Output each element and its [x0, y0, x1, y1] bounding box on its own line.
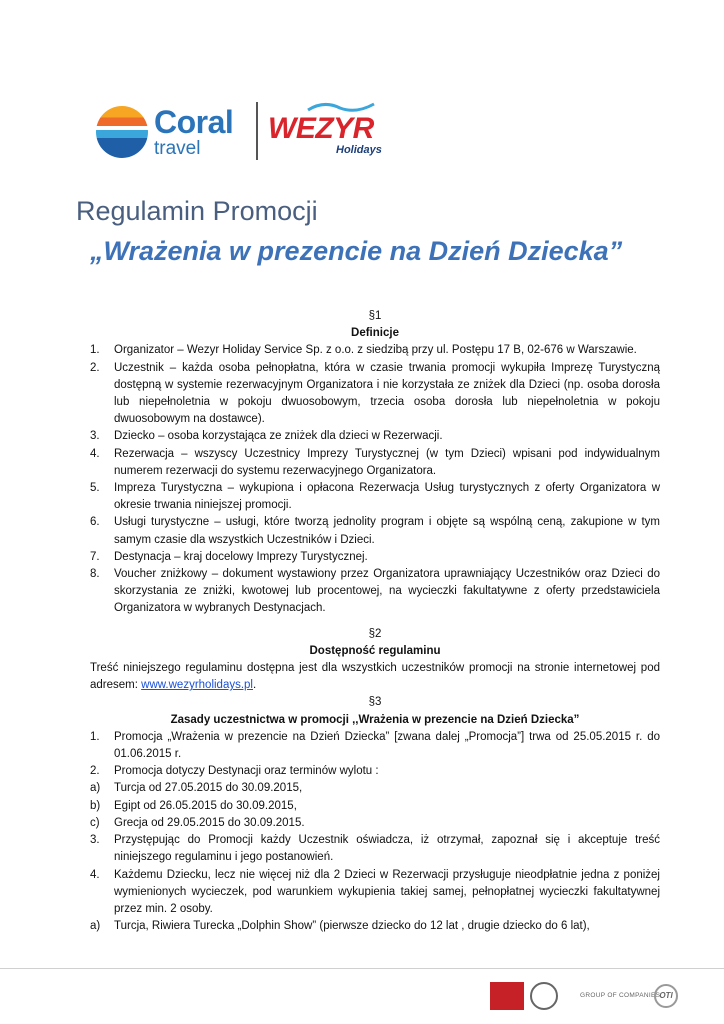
oti-logo: OTI: [654, 984, 678, 1008]
header-logos: [96, 98, 396, 162]
section-2-paragraph: Treść niniejszego regulaminu dostępna jest dla wszystkich uczestników promocji na stronie internetowej pod adresem: www.wezyrholidays.pl.: [90, 662, 660, 692]
list-item: 4. Każdemu Dziecku, lecz nie więcej niż dla 2 Dzieci w Rezerwacji przysługuje nieodpłatnie jedna z poniżej wymienionych wycieczek, pod warunkiem wykupienia takiej samej, pełnopłatnej wycieczki fakultatywnej przez min. 2 osoby.: [90, 868, 660, 915]
list-item: 1. Organizator – Wezyr Holiday Service Sp. z o.o. z siedzibą przy ul. Postępu 17 B, 02-676 w Warszawie.: [90, 344, 637, 357]
footer-divider: [0, 968, 724, 969]
list-item: 3. Dziecko – osoba korzystająca ze zniżek dla dzieci w Rezerwacji.: [90, 430, 443, 443]
list-item: 4. Rezerwacja – wszyscy Uczestnicy Imprezy Turystycznej (w tym Dzieci) wpisani pod indywidualnym numerem rezerwacji do systemu rezerwacyjnego Organizatora.: [90, 447, 660, 477]
footer-logos: [490, 980, 690, 1016]
bureau-veritas-certification-icon: [490, 982, 524, 1010]
section-3-heading: Zasady uczestnictwa w promocji ,,Wrażenia w prezencie na Dzień Dziecka”: [170, 713, 580, 726]
section-2-heading: Dostępność regulaminu: [309, 644, 441, 657]
section-3-symbol: §3: [368, 696, 382, 709]
section-3-list: [90, 729, 660, 935]
logo-divider: [256, 102, 258, 160]
list-item: 1. Promocja „Wrażenia w prezencie na Dzień Dziecka” [zwana dalej „Promocja”] trwa od 25.05.2015 r. do 01.06.2015 r.: [90, 730, 660, 761]
list-item: 8. Voucher zniżkowy – dokument wystawiony przez Organizatora uprawniający Uczestników oraz Dzieci do skorzystania ze zniżki, kwotowej lub procentowej, na wycieczki fakultatywne z oferty przedstawiciela Organizatora w wybranych Destynacjach.: [90, 568, 660, 615]
group-of-companies-text: GROUP OF COMPANIES: [580, 992, 661, 999]
coral-logo-text: Coral: [154, 104, 234, 140]
list-item: 6. Usługi turystyczne – usługi, które tworzą jednolity program i objęte są wspólną ceną, zakupione w tym samym czasie dla wszystkich Uczestników i Dzieci.: [90, 516, 660, 546]
list-item: a) Turcja, Riwiera Turecka „Dolphin Show” (pierwsze dziecko do 12 lat , drugie dziecko do 6 lat),: [90, 920, 590, 933]
list-item: b) Egipt od 26.05.2015 do 30.09.2015,: [90, 799, 297, 812]
coral-travel-logo-icon: [96, 106, 148, 158]
list-item: 3. Przystępując do Promocji każdy Uczestnik oświadcza, iż otrzymał, zapoznał się i akceptuje treść niniejszego regulaminu i jego postanowień.: [90, 834, 660, 864]
list-item: a) Turcja od 27.05.2015 do 30.09.2015,: [90, 782, 303, 795]
coral-logo-subtext: travel: [154, 138, 201, 159]
section-1-heading: Definicje: [351, 327, 399, 340]
list-item: 2. Uczestnik – każda osoba pełnopłatna, która w czasie trwania promocji wykupiła Imprezę Turystyczną dostępną w systemie rezerwacyjnym Organizatora i nie korzystała ze zniżek dla Dzieci (np. osoba dorosła lub niepełnoletnia w pokoju dwuosobowym, trzecia osoba dorosła lub niepełnoletnia w pokoju dwuosobowym na dostawce).: [90, 361, 660, 426]
website-link[interactable]: www.wezyrholidays.pl: [141, 679, 253, 692]
document-title: Regulamin Promocji: [76, 196, 318, 226]
list-item: 7. Destynacja – kraj docelowy Imprezy Turystycznej.: [90, 550, 368, 563]
list-item: c) Grecja od 29.05.2015 do 30.09.2015.: [90, 816, 305, 829]
wezyr-logo-text: WEZYR: [268, 112, 374, 145]
list-item: 2. Promocja dotyczy Destynacji oraz terminów wylotu :: [90, 765, 379, 778]
list-item: 5. Impreza Turystyczna – wykupiona i opłacona Rezerwacja Usług turystycznych z oferty Organizatora w okresie trwania niniejszej promocji.: [90, 482, 660, 512]
wezyr-logo-subtext: Holidays: [336, 144, 382, 156]
section-2-symbol: §2: [368, 627, 382, 640]
section-1-list: [90, 342, 660, 617]
certification-seal-icon: [530, 982, 558, 1010]
document-body: [90, 308, 660, 935]
document-subtitle: „Wrażenia w prezencie na Dzień Dziecka”: [90, 236, 623, 266]
section-1-symbol: §1: [368, 310, 382, 322]
